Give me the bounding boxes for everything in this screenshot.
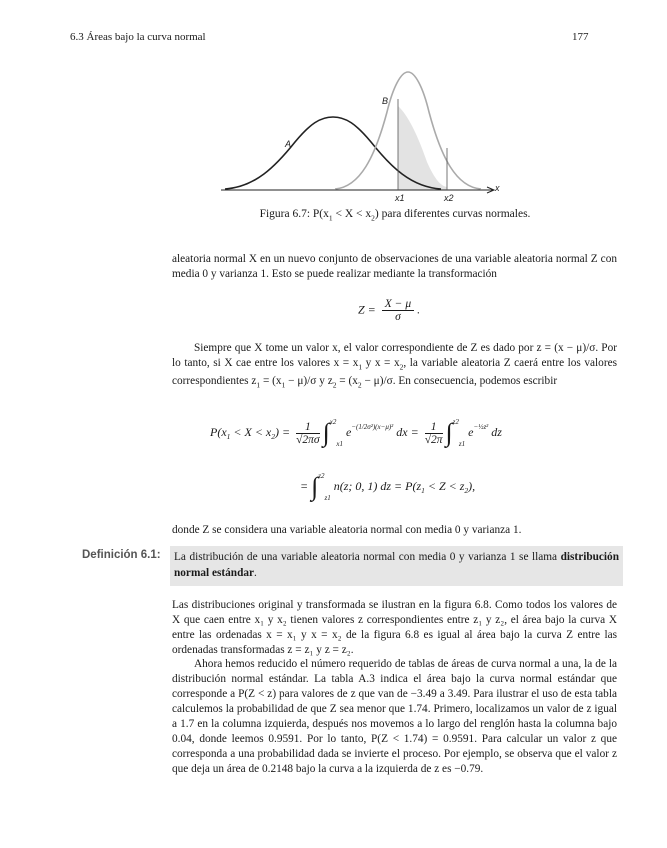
label-x: x xyxy=(495,183,500,193)
running-head: 6.3 Áreas bajo la curva normal xyxy=(70,31,206,43)
label-x1: x1 xyxy=(395,193,405,203)
equation-standard-normal: = ∫$^{z2}_{z1}$ n(z; 0, 1) dz = $P(z_1 < Z < z_2)$, xyxy=(300,471,476,502)
equation-probability: $P(x_1 < X < x_2)$ = $\frac{1}{√2\pi\sigma}$ ∫$^{x2}_{x1}$ $e^{-(1/2\sigma^2)(x-\mu)^2}$ dx = $\frac{1}{√2\pi}$ ∫$^{z2}_{z1}$ $e^{-\frac{1}{2}z^2}$ dz xyxy=(210,417,502,448)
label-a: A xyxy=(285,139,292,149)
paragraph-1: aleatoria normal X en un nuevo conjunto de observaciones de una variable aleatoria normal Z con media 0 y varianza 1. Esto se puede realizar mediante la transformación xyxy=(172,253,617,280)
label-b: B xyxy=(382,96,389,106)
figure-caption: Figura 6.7: $P(x_1 < X < x_2)$ para diferentes curvas normales. xyxy=(259,208,531,223)
shaded-area xyxy=(398,106,447,190)
paragraph-5: Ahora hemos reducido el número requerido de tablas de áreas de curva normal a una, la de la distribución normal estándar. La tabla A.3 indica el área bajo la curva normal estándar que corresponde a P(Z < z) para valores de z que van de −3.49 a 3.49. Para ilustrar el uso de esta tabla calculemos la probabilidad de que Z sea menor que 1.74. Primero, localizamos un valor de z igual a 1.7 en la columna izquierda, después nos movemos a lo largo del renglón hasta la columna bajo 0.04, donde leemos 0.9591. Por lo tanto, P(Z < 1.74) = 0.9591. Para calcular un valor z que corresponda a una probabilidad dada se invierte el proceso. Por ejemplo, se observa que el valor z que deja un área de 0.2148 bajo la curva a la izquierda de z es −0.79. xyxy=(172,658,617,775)
page-number: 177 xyxy=(572,31,589,43)
definition-label: Definición 6.1: xyxy=(82,549,161,561)
definition-term: distribución normal estándar xyxy=(174,551,619,579)
definition-box: La distribución de una variable aleatoria normal con media 0 y varianza 1 se llama distribución normal estándar. xyxy=(170,546,623,586)
equation-z: Z = $\frac{X - \mu}{\sigma}$ . xyxy=(358,298,421,323)
paragraph-2: Siempre que X tome un valor x, el valor correspondiente de Z es dado por z = (x − μ)/σ. Por lo tanto, si X cae entre los valores $x = x_1$ y $x = x_2$, la variable aleatoria Z caerá entre los valores correspondientes $z_1 = (x_1 - \mu)/\sigma$ y $z_2 = (x_2 - \mu)/\sigma$. En consecuencia, podemos escribir xyxy=(172,342,617,390)
normal-curves-figure xyxy=(215,62,505,204)
label-x2: x2 xyxy=(444,193,454,203)
paragraph-3: donde Z se considera una variable aleatoria normal con media 0 y varianza 1. xyxy=(172,524,522,536)
paragraph-4: Las distribuciones original y transformada se ilustran en la figura 6.8. Como todos los valores de X que caen entre x₁ y x₂ tienen valores z correspondientes entre z₁ y z₂, el área bajo la curva X entre las ordenadas x = x₁ y x = x₂ de la figura 6.8 es igual al área bajo la curva Z entre las ordenadas transformadas z = z₁ y z = z₂. xyxy=(172,599,617,656)
